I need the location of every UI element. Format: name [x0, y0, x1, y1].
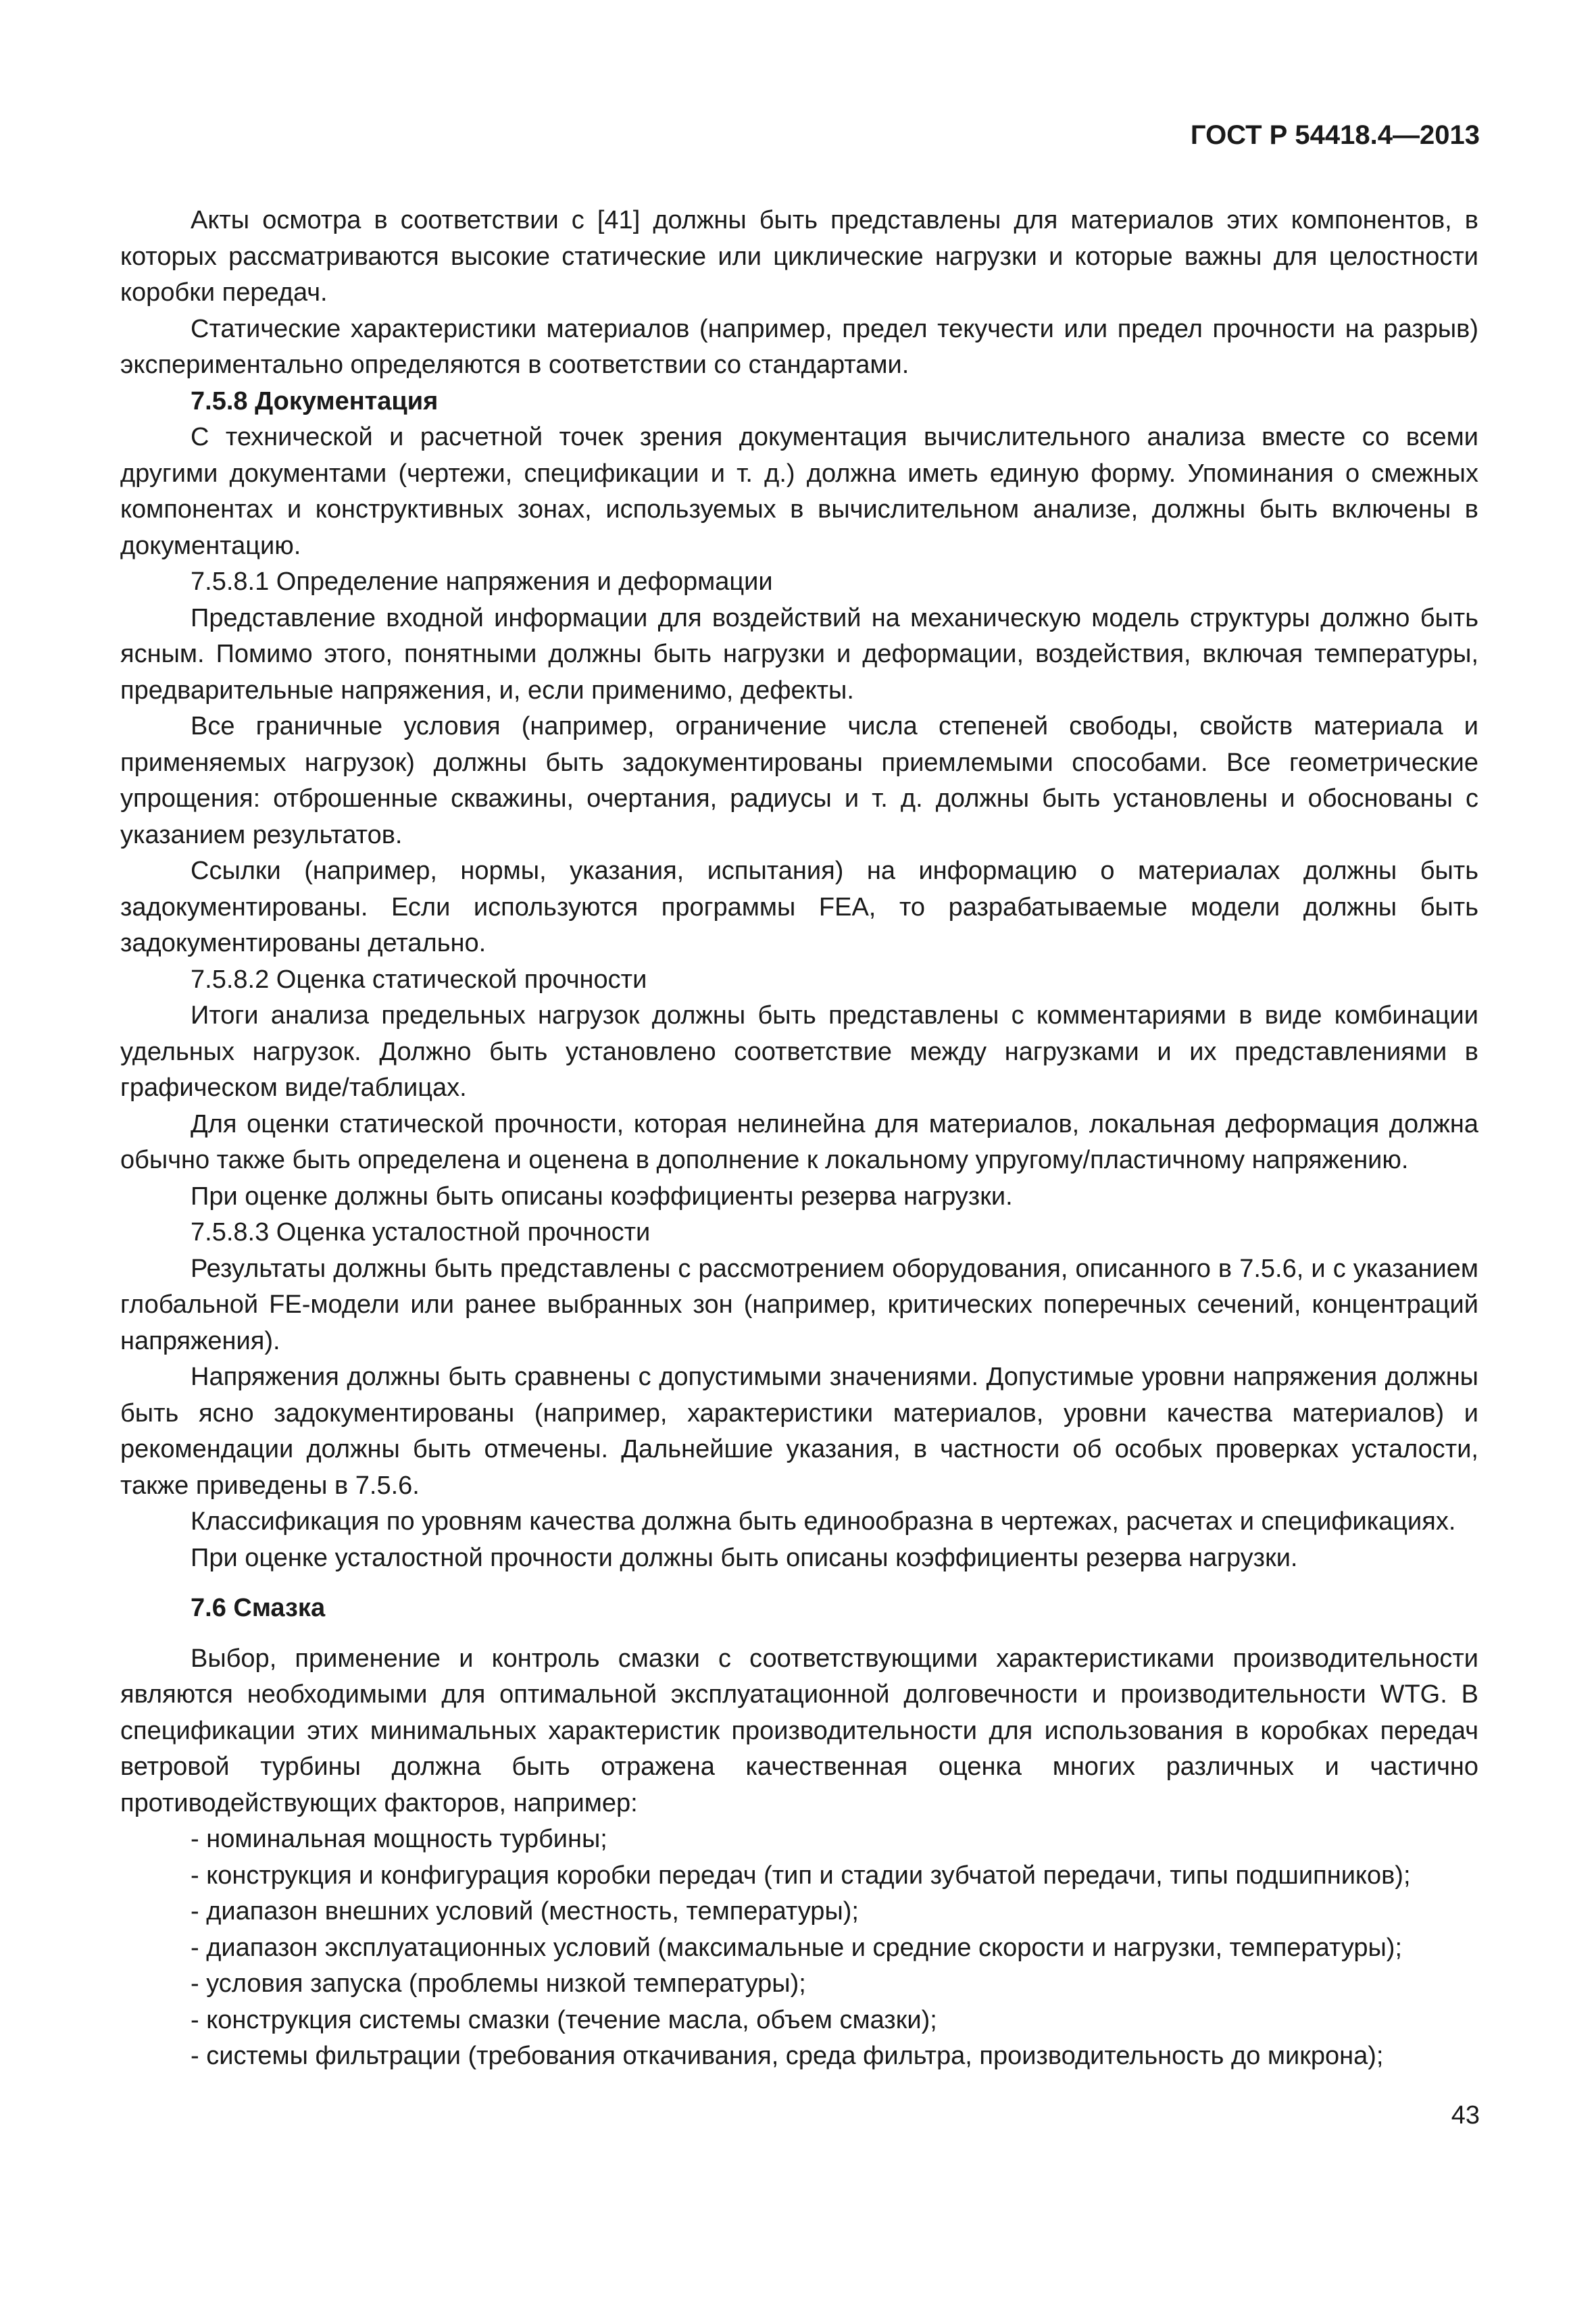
paragraph: Все граничные условия (например, ограничение числа степеней свободы, свойств материала и применяемых нагрузок) должны быть задокументированы приемлемыми способами. Все геометрические упрощения: отброшенные скважины, очертания, радиусы и т. д. должны быть установлены и обоснованы с указанием результатов.	[120, 712, 1478, 849]
paragraph: Ссылки (например, нормы, указания, испытания) на информацию о материалах должны быть задокументированы. Если используются программы FEA, то разрабатываемые модели должны быть задокументированы детально.	[120, 857, 1478, 957]
paragraph: При оценке должны быть описаны коэффициенты резерва нагрузки.	[191, 1182, 1013, 1211]
paragraph: Результаты должны быть представлены с рассмотрением оборудования, описанного в 7.5.6, и с указанием глобальной FE-модели или ранее выбранных зон (например, критических поперечных сечений, концентраций напряжения).	[120, 1254, 1478, 1355]
subsection-heading-7-5-8-2: 7.5.8.2 Оценка статической прочности	[191, 965, 647, 994]
list-item: - диапазон эксплуатационных условий (максимальные и средние скорости и нагрузки, температуры);	[191, 1933, 1402, 1962]
list-item: - конструкция системы смазки (течение масла, объем смазки);	[191, 2005, 937, 2034]
document-number-header: ГОСТ Р 54418.4—2013	[1190, 120, 1480, 150]
paragraph: Напряжения должны быть сравнены с допустимыми значениями. Допустимые уровни напряжения должны быть ясно задокументированы (например, характеристики материалов, уровни качества материалов) и рекомендации должны быть отмечены. Дальнейшие указания, в частности об особых проверках усталости, также приведены в 7.5.6.	[120, 1363, 1478, 1500]
subsection-heading-7-5-8-3: 7.5.8.3 Оценка усталостной прочности	[191, 1218, 651, 1247]
paragraph: Акты осмотра в соответствии с [41] должны быть представлены для материалов этих компонентов, в которых рассматриваются высокие статические или циклические нагрузки и которые важны для целостности коробки передач.	[120, 206, 1478, 307]
document-body	[120, 203, 1478, 2075]
paragraph: Итоги анализа предельных нагрузок должны быть представлены с комментариями в виде комбинации удельных нагрузок. Должно быть установлено соответствие между нагрузками и их представлениями в графическом виде/таблицах.	[120, 1001, 1478, 1102]
list-item: - диапазон внешних условий (местность, температуры);	[191, 1897, 859, 1926]
paragraph: Выбор, применение и контроль смазки с соответствующими характеристиками производительности являются необходимыми для оптимальной эксплуатационной долговечности и производительности WTG. В спецификации этих минимальных характеристик производительности для использования в коробках передач ветровой турбины должна быть отражена качественная оценка многих различных и частично противодействующих факторов, например:	[120, 1644, 1478, 1817]
list-item: - конструкция и конфигурация коробки передач (тип и стадии зубчатой передачи, типы подшипников);	[191, 1861, 1411, 1890]
paragraph: При оценке усталостной прочности должны быть описаны коэффициенты резерва нагрузки.	[191, 1543, 1298, 1572]
list-item: - условия запуска (проблемы низкой температуры);	[191, 1969, 806, 1998]
paragraph: Представление входной информации для воздействий на механическую модель структуры должно быть ясным. Помимо этого, понятными должны быть нагрузки и деформации, воздействия, включая температуры, предварительные напряжения, и, если применимо, дефекты.	[120, 603, 1478, 705]
section-heading-7-5-8: 7.5.8 Документация	[191, 386, 439, 416]
paragraph: Классификация по уровням качества должна быть единообразна в чертежах, расчетах и спецификациях.	[191, 1507, 1456, 1536]
list-item: - номинальная мощность турбины;	[191, 1825, 607, 1853]
paragraph: Для оценки статической прочности, которая нелинейна для материалов, локальная деформация должна обычно также быть определена и оценена в дополнение к локальному упругому/пластичному напряжению.	[120, 1109, 1478, 1174]
paragraph: Статические характеристики материалов (например, предел текучести или предел прочности на разрыв) экспериментально определяются в соответствии со стандартами.	[120, 314, 1478, 379]
section-heading-7-6: 7.6 Смазка	[191, 1594, 326, 1622]
subsection-heading-7-5-8-1: 7.5.8.1 Определение напряжения и деформации	[191, 568, 773, 596]
list-item: - системы фильтрации (требования откачивания, среда фильтра, производительность до микрона);	[191, 2042, 1384, 2070]
paragraph: С технической и расчетной точек зрения документация вычислительного анализа вместе со всеми другими документами (чертежи, спецификации и т. д.) должна иметь единую форму. Упоминания о смежных компонентах и конструктивных зонах, используемых в вычислительном анализе, должны быть включены в документацию.	[120, 423, 1478, 560]
page-number: 43	[1451, 2101, 1480, 2130]
